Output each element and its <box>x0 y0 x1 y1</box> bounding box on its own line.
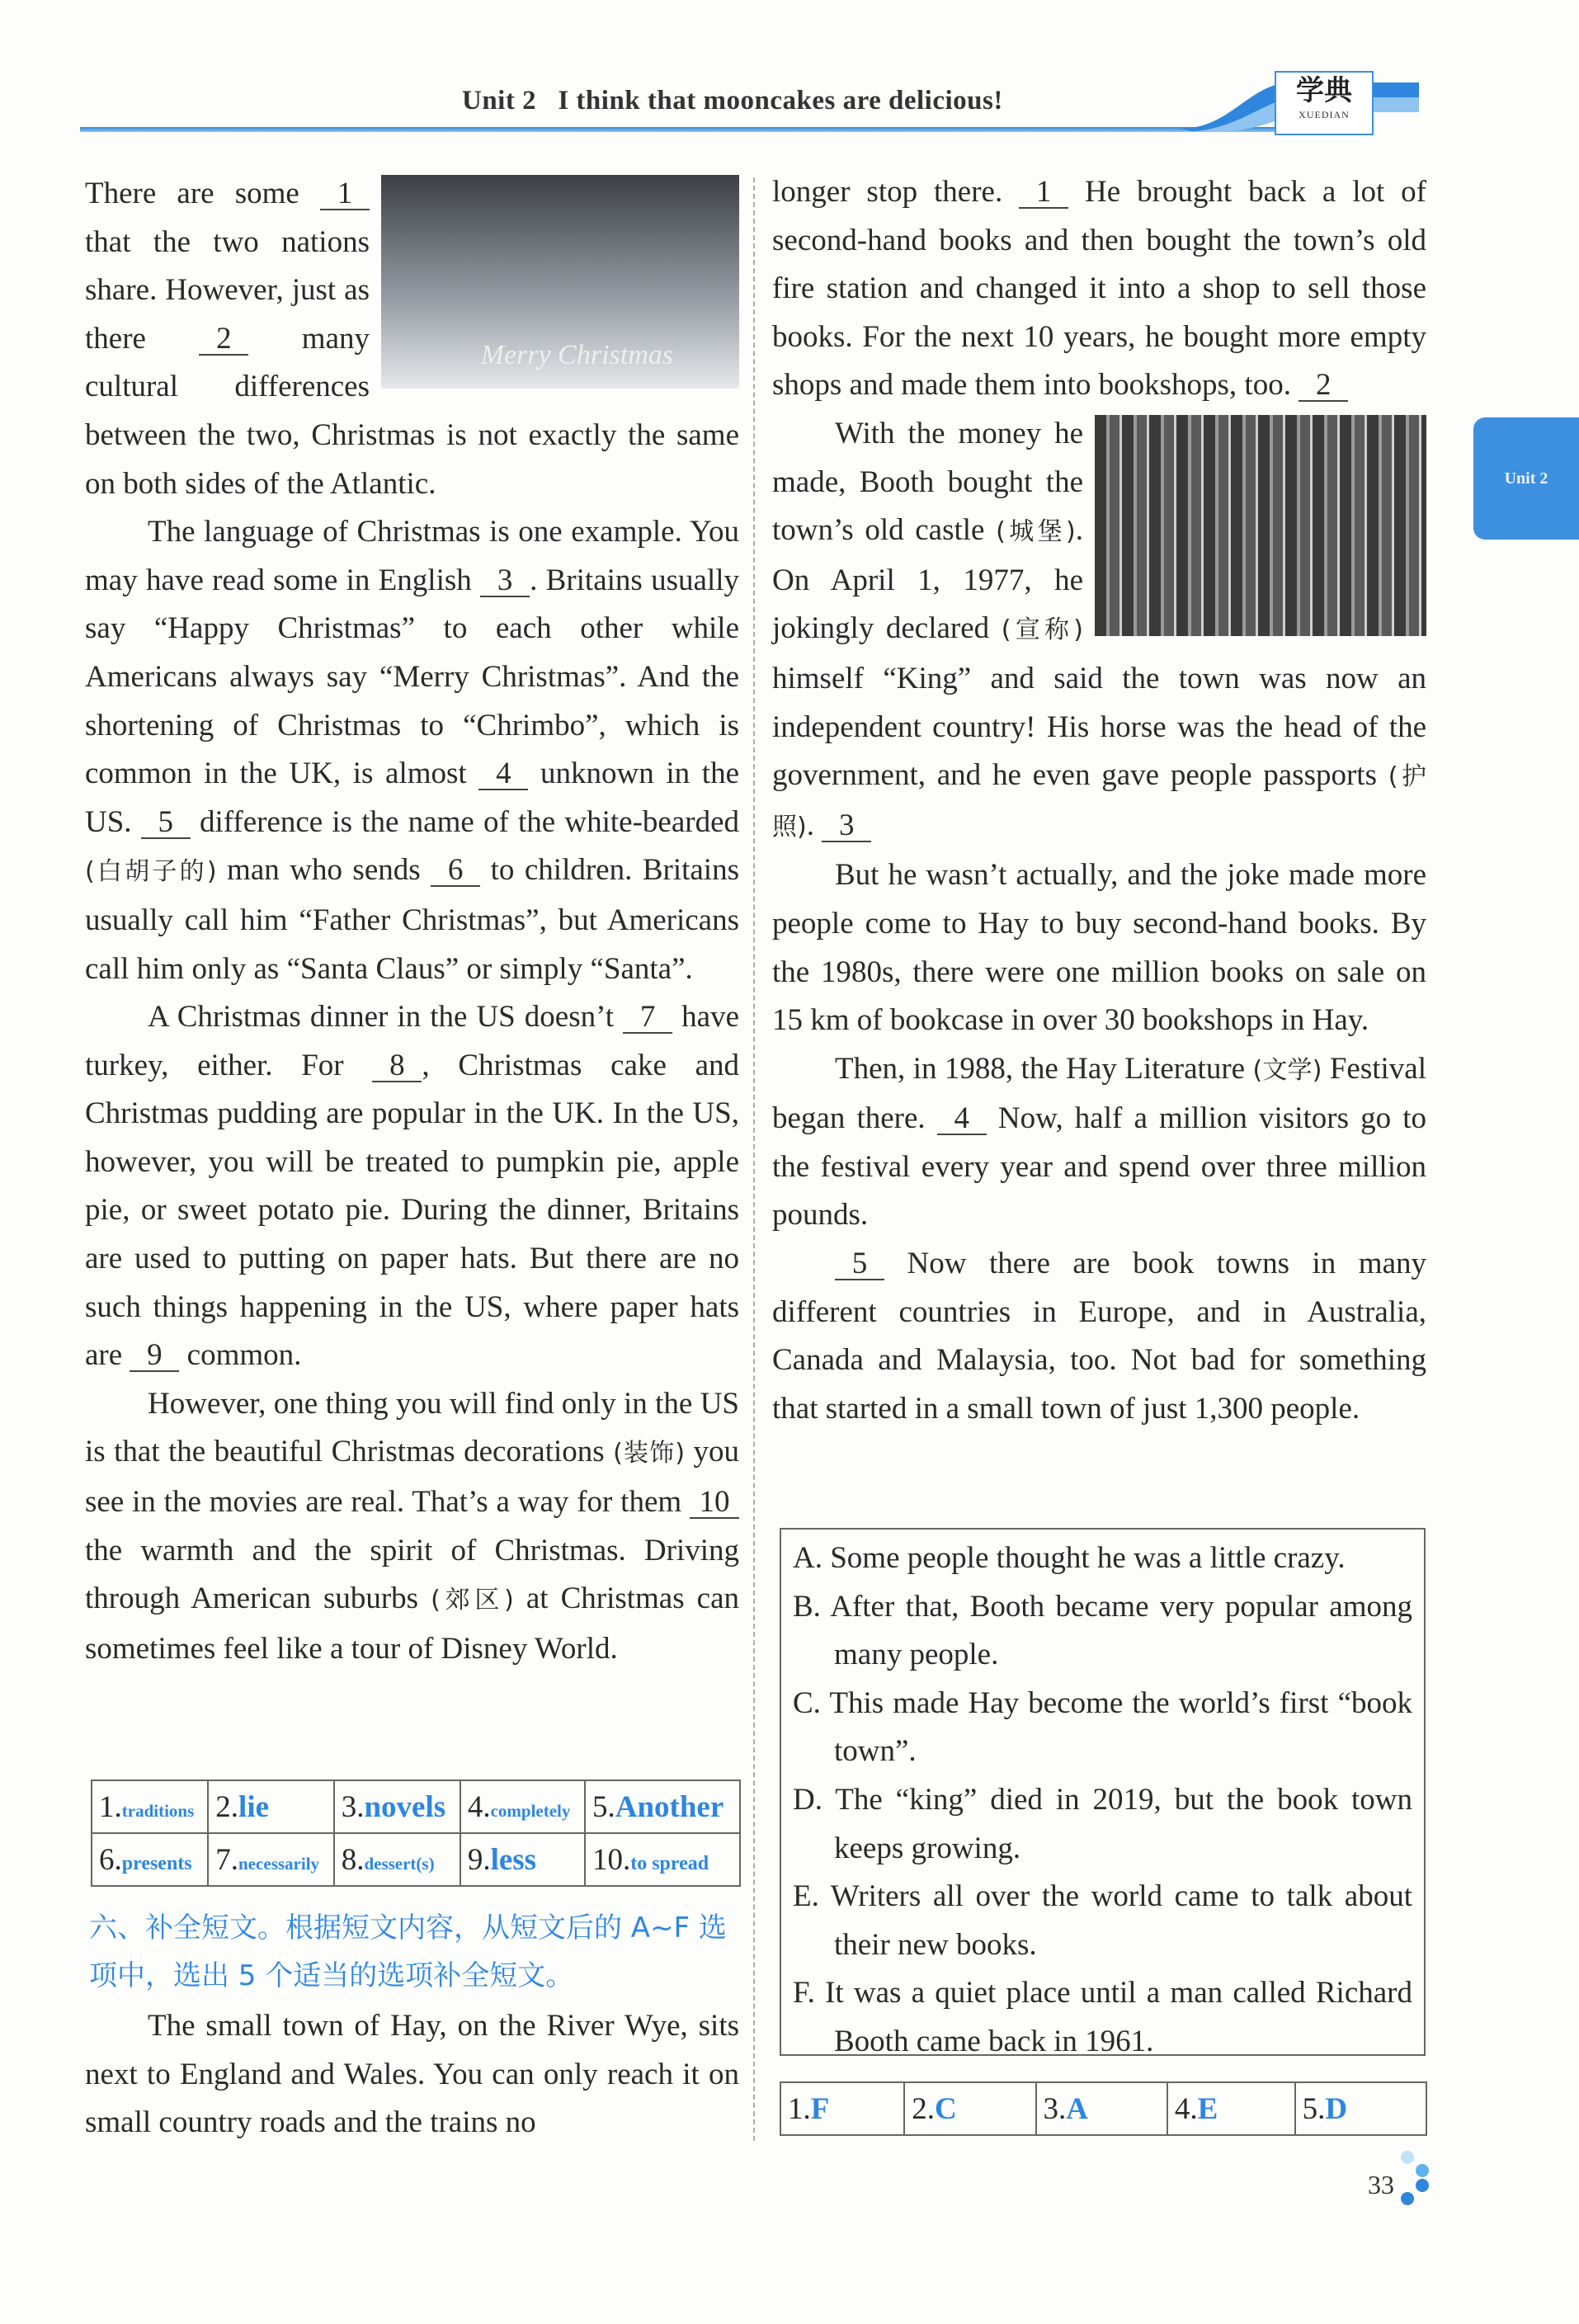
paragraph <box>772 168 1426 410</box>
answer-cell <box>585 1780 740 1833</box>
answer-cell <box>92 1780 208 1833</box>
text-run: However, one thing you will find only in the US is that the beautiful Christmas decorations <box>85 1386 739 1469</box>
blank-8: 8 <box>372 1051 422 1082</box>
blank-5: 5 <box>141 808 191 839</box>
text-run: Now, half a million visitors go to the festival every year and spend over three million pounds. <box>772 1101 1426 1233</box>
answer-cell <box>780 2082 904 2135</box>
answer-number: 4. <box>1174 2091 1198 2126</box>
chinese-gloss: (护照) <box>772 762 1426 841</box>
blank-1: 1 <box>320 179 370 210</box>
answer-row <box>92 1833 740 1886</box>
answer-value: lie <box>238 1789 270 1824</box>
paragraph <box>85 508 739 993</box>
blank-5: 5 <box>835 1249 884 1280</box>
answer-cell <box>208 1833 333 1886</box>
paragraph <box>772 1240 1426 1433</box>
answer-table-options <box>780 2081 1427 2136</box>
text-run: himself “King” and said the town was now an independent country! His horse was the head of the government, and he even gave people passports <box>772 661 1426 793</box>
blank-6: 6 <box>431 856 480 887</box>
christmas-santa-image: Merry Christmas <box>381 175 739 389</box>
answer-number: 8. <box>341 1842 365 1877</box>
chinese-gloss: (装饰) <box>613 1439 686 1468</box>
blank-4: 4 <box>937 1104 987 1135</box>
chinese-gloss: (城堡) <box>996 517 1076 547</box>
answer-number: 3. <box>341 1789 365 1824</box>
answer-cell <box>1036 2082 1167 2135</box>
answer-value: presents <box>121 1852 192 1874</box>
text-run: many cultural differences between the two, Christmas is not exactly the same on both sides of the Atlantic. <box>85 321 739 501</box>
answer-table-cloze <box>91 1780 741 1887</box>
option-B: B. After that, Booth became very popular among many people. <box>793 1589 1412 1672</box>
answer-row <box>780 2082 1426 2135</box>
paragraph <box>85 1380 739 1674</box>
answer-number: 10. <box>592 1842 631 1877</box>
chinese-gloss: (白胡子的) <box>85 857 217 887</box>
answer-value: novels <box>364 1789 446 1824</box>
answer-value: C <box>934 2091 957 2126</box>
page-number: 33 <box>1368 2170 1394 2199</box>
text-run: at Christmas can sometimes feel like a tour of Disney World. <box>85 1582 739 1666</box>
answer-number: 5. <box>592 1789 615 1824</box>
paragraph <box>772 1045 1426 1240</box>
answer-value: E <box>1197 2091 1218 2126</box>
blank-9: 9 <box>130 1341 179 1372</box>
answer-cell <box>460 1833 585 1886</box>
answer-number: 2. <box>912 2091 935 2126</box>
answer-number: 7. <box>215 1842 239 1877</box>
paragraph: The small town of Hay, on the River Wye, sits next to England and Wales. You can only reach it on small country roads and the trains no <box>85 2009 739 2140</box>
answer-cell <box>92 1833 208 1886</box>
text-run: . On April 1, 1977, he jokingly declared <box>772 513 1083 646</box>
text-run: With the money he made, Booth bought the town’s old castle <box>772 416 1083 548</box>
answer-cell <box>904 2082 1035 2135</box>
answer-cell <box>1167 2082 1295 2135</box>
blank-4: 4 <box>478 759 528 790</box>
answer-value: dessert(s) <box>364 1853 435 1874</box>
header-rule <box>80 127 1276 132</box>
text-run: common. <box>179 1338 302 1373</box>
text-run: , Christmas cake and Christmas pudding are popular in the UK. In the US, however, you will be treated to pumpkin pie, apple pie, or sweet potato pie. During the dinner, Britains are used to putting on paper hats. But there are no such things happening in the US, where paper hats are <box>85 1048 739 1373</box>
answer-number: 6. <box>99 1842 122 1877</box>
answer-cell <box>334 1780 460 1833</box>
answer-cell <box>208 1780 333 1833</box>
text-run: have turkey, either. For <box>85 1000 739 1082</box>
text-run: The language of Christmas is one example. You may have read some in English <box>85 515 739 597</box>
answer-row <box>92 1780 740 1833</box>
answer-value: less <box>490 1842 537 1877</box>
options-box <box>780 1528 1426 2056</box>
text-run: . Britains usually say “Happy Christmas” to each other while Americans always say “Merry Christmas”. And the shortening of Christmas to “Chrimbo”, which is common in the UK, is almost <box>85 563 740 791</box>
left-column <box>85 170 739 1673</box>
text-run: man who sends <box>216 853 431 888</box>
blank-2: 2 <box>1299 370 1348 402</box>
paragraph <box>85 170 739 508</box>
answer-cell <box>334 1833 460 1886</box>
answer-cell <box>585 1833 740 1886</box>
bookshop-image <box>1095 415 1426 636</box>
answer-number: 1. <box>788 2091 811 2126</box>
paragraph: But he wasn’t actually, and the joke made more people come to Hay to buy second-hand books. By the 1980s, there were one million books on sale on 15 km of bookcase in over 30 bookshops in Hay. <box>772 858 1426 1038</box>
answer-value: A <box>1066 2091 1089 2126</box>
text-run: . <box>806 808 822 842</box>
answer-value: completely <box>490 1800 571 1821</box>
option-E: E. Writers all over the world came to talk about their new books. <box>793 1879 1412 1962</box>
blank-3: 3 <box>822 811 871 842</box>
text-run: Festival began there. <box>772 1051 1426 1136</box>
header-title: Unit 2 I think that mooncakes are delicious! <box>462 86 1003 115</box>
answer-number: 9. <box>467 1842 491 1877</box>
answer-cell <box>1295 2082 1426 2135</box>
option-C: C. This made Hay become the world’s first “book town”. <box>793 1685 1412 1769</box>
right-column <box>772 168 1426 1433</box>
text-run: Now there are book towns in many different countries in Europe, and in Australia, Canada and Malaysia, too. Not bad for something that started in a small town of just 1,300 people. <box>772 1247 1426 1426</box>
text-run: to children. Britains usually call him “Father Christmas”, but Americans call him only as “Santa Claus” or simply “Santa”. <box>85 853 739 986</box>
text-run: longer stop there. <box>772 175 1020 209</box>
paragraph <box>85 993 739 1380</box>
blank-3: 3 <box>480 566 530 597</box>
option-A: A. Some people thought he was a little crazy. <box>793 1541 1346 1575</box>
answer-cell <box>460 1780 585 1833</box>
brand-logo: 学典 XUEDIAN <box>1275 71 1374 135</box>
text-run: unknown in the US. <box>85 757 739 839</box>
answer-value: to spread <box>630 1852 709 1874</box>
text-run: He brought back a lot of second-hand books and then bought the town’s old fire station and changed it into a shop to sell those books. For the next 10 years, he bought more empty shops and made them into bookshops, too. <box>772 175 1426 403</box>
blank-1: 1 <box>1019 177 1068 209</box>
paragraph <box>772 410 1426 851</box>
chinese-gloss: (宣称) <box>1001 615 1083 645</box>
text-run: difference is the name of the white-bearded <box>190 804 739 839</box>
left-column-bottom <box>85 2002 739 2147</box>
answer-value: D <box>1325 2091 1348 2126</box>
answer-number: 3. <box>1043 2091 1067 2126</box>
text-run: Then, in 1988, the Hay Literature <box>835 1051 1253 1086</box>
answer-value: necessarily <box>238 1853 320 1874</box>
text-run: you see in the movies are real. That’s a way for them <box>85 1435 739 1520</box>
answer-value: Another <box>615 1789 724 1824</box>
answer-number: 2. <box>215 1789 239 1824</box>
answer-number: 5. <box>1302 2091 1326 2126</box>
blank-10: 10 <box>690 1487 739 1519</box>
text-run: A Christmas dinner in the US doesn’t <box>148 1000 624 1035</box>
unit-side-tab: Unit 2 <box>1473 417 1579 540</box>
answer-value: F <box>810 2091 830 2126</box>
column-divider <box>753 177 755 2141</box>
blank-7: 7 <box>623 1002 672 1034</box>
text-run: There are some <box>85 177 320 210</box>
answer-number: 1. <box>99 1789 122 1824</box>
section-instruction: 六、补全短文。根据短文内容，从短文后的 A~F 选项中，选出 5 个适当的选项补全短文。 <box>89 1912 727 1992</box>
option-F: F. It was a quiet place until a man called Richard Booth came back in 1961. <box>793 1976 1412 2058</box>
chinese-gloss: (文学) <box>1252 1055 1322 1085</box>
chinese-gloss: (郊区) <box>431 1586 514 1615</box>
answer-number: 4. <box>467 1789 491 1824</box>
answer-value: traditions <box>121 1800 195 1821</box>
text-run: that the two nations share. However, just as there <box>85 224 370 356</box>
option-D: D. The “king” died in 2019, but the book town keeps growing. <box>793 1782 1412 1865</box>
text-run: the warmth and the spirit of Christmas. Driving through American suburbs <box>85 1533 739 1616</box>
blank-2: 2 <box>199 324 248 356</box>
